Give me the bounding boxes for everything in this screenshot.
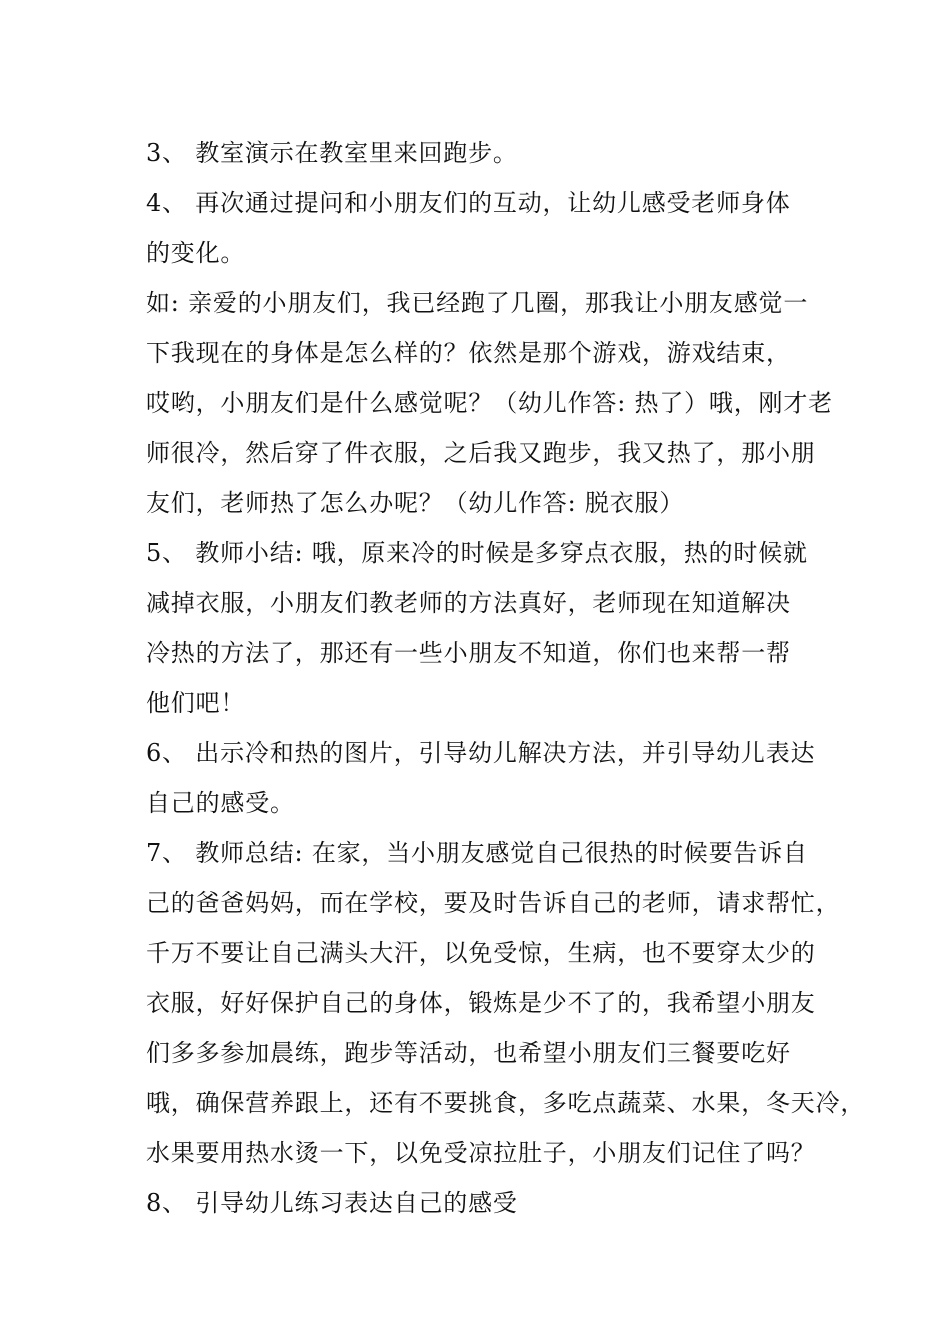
text-line: 友们，老师热了怎么办呢？（幼儿作答: 脱衣服） bbox=[146, 489, 685, 517]
text-line: 5、 教师小结: 哦，原来冷的时候是多穿点衣服，热的时候就 bbox=[146, 539, 808, 567]
text-line: 8、 引导幼儿练习表达自己的感受 bbox=[146, 1189, 518, 1217]
text-line: 减掉衣服，小朋友们教老师的方法真好，老师现在知道解决 bbox=[146, 589, 791, 617]
text-line: 千万不要让自己满头大汗，以免受惊，生病，也不要穿太少的 bbox=[146, 939, 816, 967]
text-line: 6、 出示冷和热的图片，引导幼儿解决方法，并引导幼儿表达 bbox=[146, 739, 816, 767]
document-body bbox=[146, 128, 866, 1228]
text-line: 们多多参加晨练，跑步等活动，也希望小朋友们三餐要吃好 bbox=[146, 1039, 791, 1067]
text-line: 冷热的方法了，那还有一些小朋友不知道，你们也来帮一帮 bbox=[146, 639, 791, 667]
text-line: 己的爸爸妈妈，而在学校，要及时告诉自己的老师，请求帮忙， bbox=[146, 889, 841, 917]
text-line: 自己的感受。 bbox=[146, 789, 295, 817]
text-line: 衣服，好好保护自己的身体，锻炼是少不了的，我希望小朋友 bbox=[146, 989, 816, 1017]
text-line: 如: 亲爱的小朋友们，我已经跑了几圈，那我让小朋友感觉一 bbox=[146, 289, 809, 317]
text-line: 3、 教室演示在教室里来回跑步。 bbox=[146, 139, 518, 167]
text-line: 4、 再次通过提问和小朋友们的互动，让幼儿感受老师身体 bbox=[146, 189, 791, 217]
text-line: 下我现在的身体是怎么样的？依然是那个游戏，游戏结束， bbox=[146, 339, 791, 367]
text-line: 师很冷，然后穿了件衣服，之后我又跑步，我又热了，那小朋 bbox=[146, 439, 816, 467]
text-line: 哎哟，小朋友们是什么感觉呢？（幼儿作答: 热了）哦，刚才老 bbox=[146, 389, 833, 417]
text-line: 的变化。 bbox=[146, 239, 246, 267]
text-line: 哦，确保营养跟上，还有不要挑食，多吃点蔬菜、水果，冬天冷， bbox=[146, 1089, 866, 1117]
text-line: 7、 教师总结: 在家，当小朋友感觉自己很热的时候要告诉自 bbox=[146, 839, 808, 867]
text-line: 水果要用热水烫一下，以免受凉拉肚子，小朋友们记住了吗？ bbox=[146, 1139, 816, 1167]
text-line: 他们吧！ bbox=[146, 689, 246, 717]
